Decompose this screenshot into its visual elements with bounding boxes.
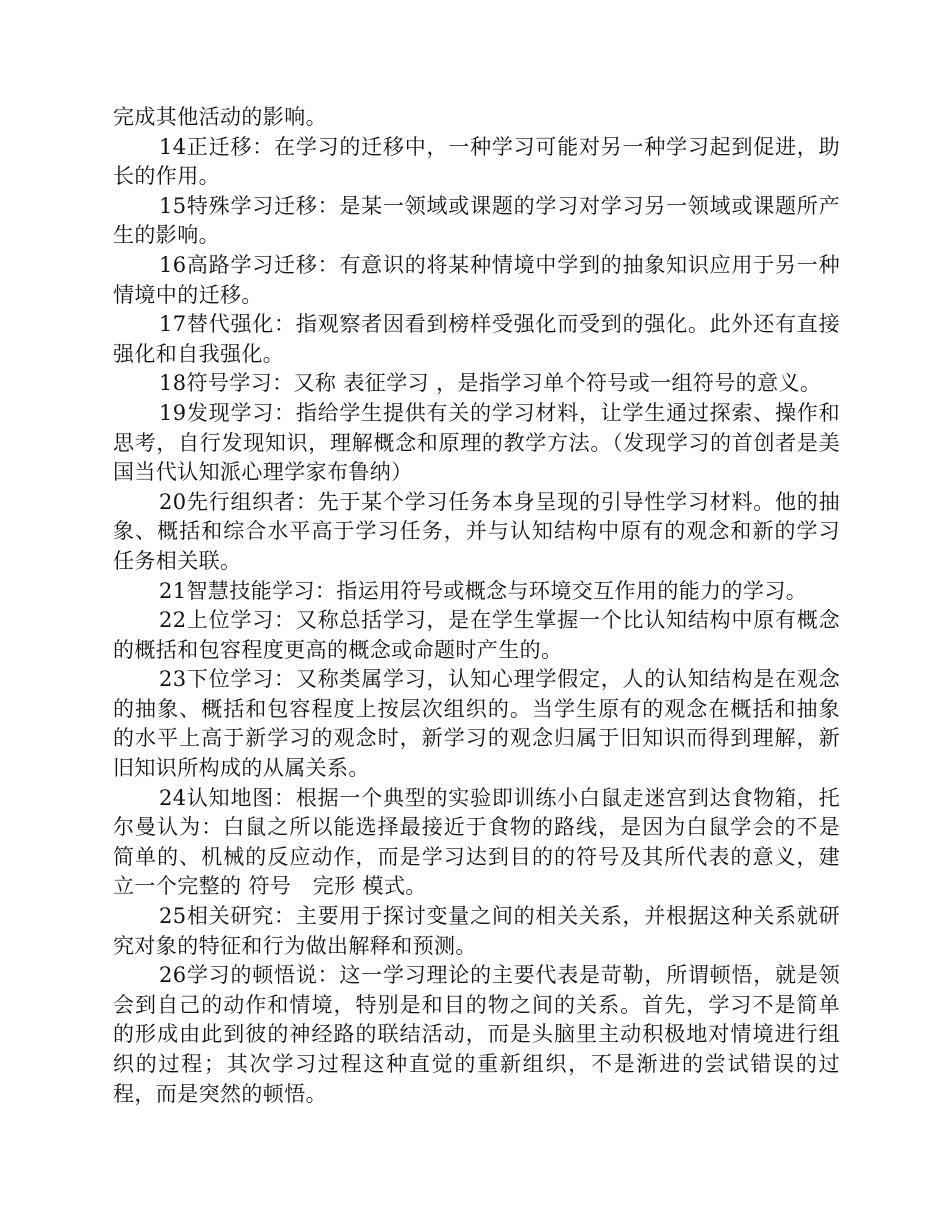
paragraph: 26学习的顿悟说：这一学习理论的主要代表是苛勒，所谓顿悟，就是领会到自己的动作和情境，特别是和目的物之间的关系。首先，学习不是简单的形成由此到彼的神经路的联结活动，而是头脑里主动积极地对情境进行组织的过程；其次学习过程这种直觉的重新组织，不是渐进的尝试错误的过程，而是突然的顿悟。 xyxy=(113,963,840,1106)
paragraph: 15特殊学习迁移：是某一领域或课题的学习对学习另一领域或课题所产生的影响。 xyxy=(113,193,840,248)
paragraph: 完成其他活动的影响。 xyxy=(113,105,327,129)
paragraph: 24认知地图：根据一个典型的实验即训练小白鼠走迷宫到达食物箱，托尔曼认为：白鼠之所以能选择最接近于食物的路线，是因为白鼠学会的不是简单的、机械的反应动作，而是学习达到目的的符号及其所代表的意义，建立一个完整的 符号 完形 模式。 xyxy=(113,785,840,899)
paragraph: 20先行组织者：先于某个学习任务本身呈现的引导性学习材料。他的抽象、概括和综合水平高于学习任务，并与认知结构中原有的观念和新的学习任务相关联。 xyxy=(113,489,840,573)
paragraph: 21智慧技能学习：指运用符号或概念与环境交互作用的能力的学习。 xyxy=(159,578,808,603)
document-body xyxy=(113,103,840,1109)
paragraph: 16高路学习迁移：有意识的将某种情境中学到的抽象知识应用于另一种情境中的迁移。 xyxy=(113,252,840,307)
paragraph: 19发现学习：指给学生提供有关的学习材料，让学生通过探索、操作和思考，自行发现知识，理解概念和原理的教学方法。（发现学习的首创者是美国当代认知派心理学家布鲁纳） xyxy=(113,400,840,485)
paragraph: 22上位学习：又称总括学习，是在学生掌握一个比认知结构中原有概念的概括和包容程度更高的概念或命题时产生的。 xyxy=(113,608,840,662)
paragraph: 17替代强化：指观察者因看到榜样受强化而受到的强化。此外还有直接强化和自我强化。 xyxy=(113,312,840,366)
paragraph: 14正迁移：在学习的迁移中，一种学习可能对另一种学习起到促进，助长的作用。 xyxy=(113,134,840,189)
paragraph: 25相关研究：主要用于探讨变量之间的相关关系，并根据这种关系就研究对象的特征和行为做出解释和预测。 xyxy=(113,904,840,958)
paragraph: 18符号学习：又称 表征学习 ，是指学习单个符号或一组符号的意义。 xyxy=(159,371,822,396)
paragraph: 23下位学习：又称类属学习，认知心理学假定，人的认知结构是在观念的抽象、概括和包容程度上按层次组织的。当学生原有的观念在概括和抽象的水平上高于新学习的观念时，新学习的观念归属于旧知识而得到理解，新旧知识所构成的从属关系。 xyxy=(113,667,840,781)
